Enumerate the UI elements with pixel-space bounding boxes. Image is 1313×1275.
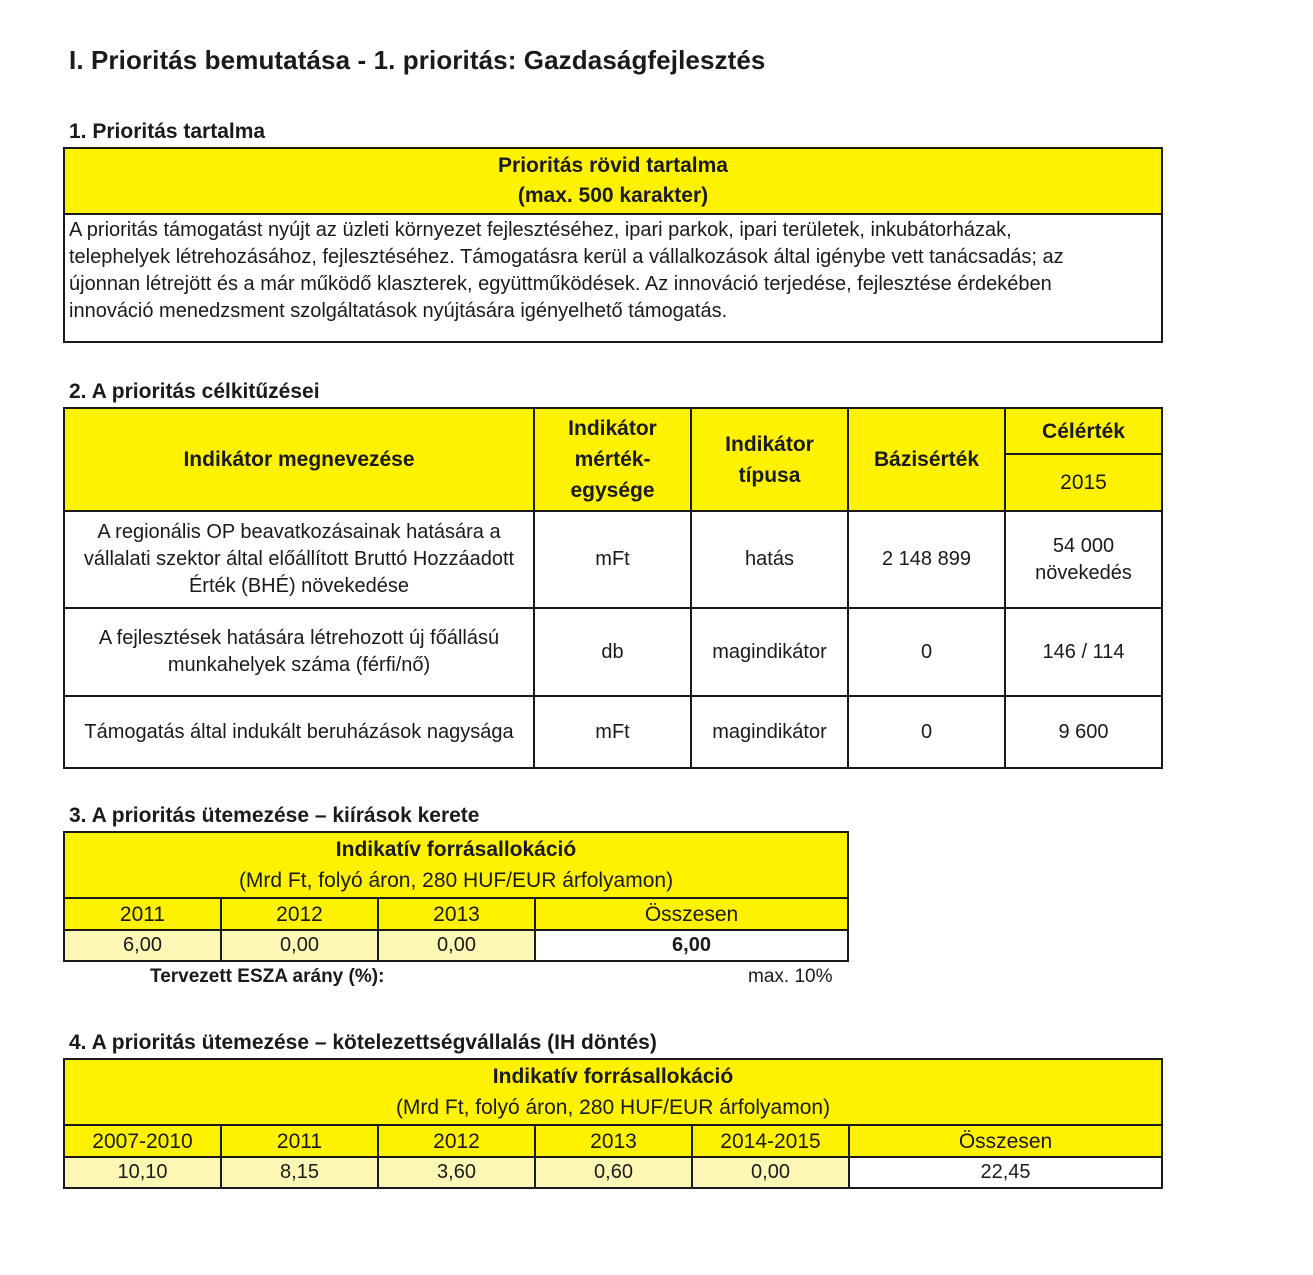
call-frame-header bbox=[64, 832, 848, 898]
header-target-year: 2015 bbox=[1005, 454, 1162, 511]
header-unit-line: egysége bbox=[570, 479, 655, 502]
table-row bbox=[64, 696, 1162, 768]
indicator-unit-cell: mFt bbox=[534, 511, 691, 608]
priority-content-header bbox=[64, 148, 1162, 214]
commitment-header-line1: Indikatív forrásallokáció bbox=[492, 1065, 734, 1088]
period-header-cell: 2011 bbox=[221, 1125, 378, 1157]
period-header-cell: 2014-2015 bbox=[692, 1125, 849, 1157]
esza-value: max. 10% bbox=[748, 966, 833, 987]
total-header-cell: Összesen bbox=[849, 1125, 1162, 1157]
indicator-base-cell: 0 bbox=[848, 608, 1005, 696]
section1-title: 1. Prioritás tartalma bbox=[69, 120, 266, 143]
call-frame-header-line1: Indikatív forrásallokáció bbox=[335, 838, 577, 861]
indicator-name-line: vállalati szektor által előállított Bruttó Hozzáadott bbox=[83, 548, 515, 570]
header-unit-line: mérték- bbox=[574, 448, 651, 471]
indicator-target-cell: 146 / 114 bbox=[1005, 608, 1162, 696]
commitment-table bbox=[63, 1058, 1163, 1189]
header-indicator-type bbox=[691, 408, 848, 511]
table-row bbox=[64, 608, 1162, 696]
year-header-cell: 2012 bbox=[221, 898, 378, 930]
period-header-cell: 2013 bbox=[535, 1125, 692, 1157]
header-target-value: Célérték bbox=[1005, 408, 1162, 454]
indicator-target-line: 54 000 bbox=[1052, 534, 1115, 557]
content-line: újonnan létrejött és a már működő klaszterek, együttműködések. Az innováció terjedése, fejlesztése érdekében bbox=[69, 273, 1052, 295]
period-value-cell: 0,00 bbox=[692, 1157, 849, 1188]
year-value-cell: 0,00 bbox=[221, 930, 378, 961]
page-title: I. Prioritás bemutatása - 1. prioritás: Gazdaságfejlesztés bbox=[69, 45, 766, 75]
indicator-name-line: A regionális OP beavatkozásainak hatására a bbox=[97, 521, 501, 543]
indicator-unit-cell: mFt bbox=[534, 696, 691, 768]
year-value-cell: 0,00 bbox=[378, 930, 535, 961]
header-base-value: Bázisérték bbox=[848, 408, 1005, 511]
indicator-name-cell bbox=[64, 511, 534, 608]
indicator-target-line: növekedés bbox=[1035, 561, 1132, 584]
indicator-type-cell: magindikátor bbox=[691, 608, 848, 696]
priority-content-table bbox=[63, 147, 1163, 343]
indicator-name-line: Érték (BHÉ) növekedése bbox=[188, 575, 410, 597]
commitment-header-line2: (Mrd Ft, folyó áron, 280 HUF/EUR árfolyamon) bbox=[395, 1096, 831, 1119]
total-value-cell: 6,00 bbox=[535, 930, 848, 961]
header-indicator-name: Indikátor megnevezése bbox=[64, 408, 534, 511]
header-indicator-unit bbox=[534, 408, 691, 511]
period-value-cell: 3,60 bbox=[378, 1157, 535, 1188]
table-row bbox=[64, 511, 1162, 608]
year-value-cell: 6,00 bbox=[64, 930, 221, 961]
indicator-name-line: A fejlesztések hatására létrehozott új főállású bbox=[98, 627, 500, 649]
section3-title: 3. A prioritás ütemezése – kiírások kerete bbox=[69, 804, 480, 827]
indicator-name-line: munkahelyek száma (férfi/nő) bbox=[167, 654, 431, 676]
indicator-base-cell: 0 bbox=[848, 696, 1005, 768]
content-line: innováció menedzsment szolgáltatások nyújtására igényelhető támogatás. bbox=[69, 300, 728, 322]
section4-title: 4. A prioritás ütemezése – kötelezettségvállalás (IH döntés) bbox=[69, 1031, 657, 1054]
total-header-cell: Összesen bbox=[535, 898, 848, 930]
objectives-table bbox=[63, 407, 1163, 769]
period-value-cell: 0,60 bbox=[535, 1157, 692, 1188]
indicator-base-cell: 2 148 899 bbox=[848, 511, 1005, 608]
total-value-cell: 22,45 bbox=[849, 1157, 1162, 1188]
content-line: A prioritás támogatást nyújt az üzleti környezet fejlesztéséhez, ipari parkok, ipari területek, inkubátorházak, bbox=[69, 219, 1012, 241]
call-frame-table bbox=[63, 831, 849, 962]
header-unit-line: Indikátor bbox=[568, 417, 657, 440]
section2-title: 2. A prioritás célkitűzései bbox=[69, 380, 320, 403]
priority-content-header-line1: Prioritás rövid tartalma bbox=[498, 154, 728, 177]
indicator-name-cell bbox=[64, 608, 534, 696]
commitment-header bbox=[64, 1059, 1162, 1125]
indicator-target-cell: 9 600 bbox=[1005, 696, 1162, 768]
priority-content-header-line2: (max. 500 karakter) bbox=[517, 184, 709, 207]
call-frame-header-line2: (Mrd Ft, folyó áron, 280 HUF/EUR árfolyamon) bbox=[238, 869, 674, 892]
indicator-type-cell: hatás bbox=[691, 511, 848, 608]
indicator-type-cell: magindikátor bbox=[691, 696, 848, 768]
indicator-name-cell: Támogatás által indukált beruházások nagysága bbox=[64, 696, 534, 768]
period-value-cell: 10,10 bbox=[64, 1157, 221, 1188]
priority-content-text bbox=[64, 214, 1162, 342]
period-header-cell: 2007-2010 bbox=[64, 1125, 221, 1157]
year-header-cell: 2011 bbox=[64, 898, 221, 930]
content-line: telephelyek létrehozásához, fejlesztéséhez. Támogatásra kerül a vállalkozások által igénybe vett tanácsadás; az bbox=[69, 246, 1064, 268]
indicator-unit-cell: db bbox=[534, 608, 691, 696]
period-value-cell: 8,15 bbox=[221, 1157, 378, 1188]
year-header-cell: 2013 bbox=[378, 898, 535, 930]
header-type-line: Indikátor bbox=[725, 432, 814, 456]
indicator-target-cell bbox=[1005, 511, 1162, 608]
period-header-cell: 2012 bbox=[378, 1125, 535, 1157]
esza-label: Tervezett ESZA arány (%): bbox=[150, 966, 385, 987]
header-type-line: típusa bbox=[738, 463, 801, 487]
